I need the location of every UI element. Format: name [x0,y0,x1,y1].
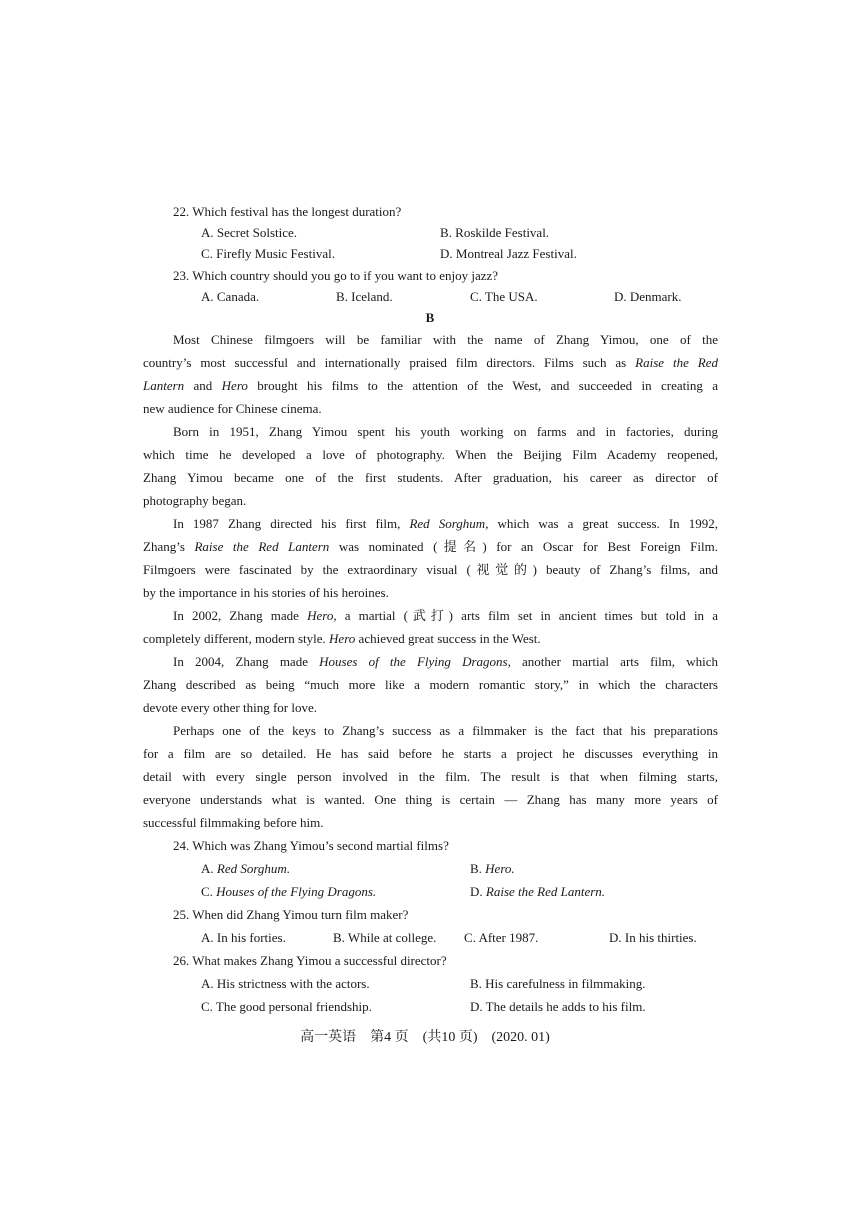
question-26-option-d: D. The details he adds to his film. [470,999,646,1014]
paragraph-3-line-1: In 1987 Zhang directed his first film, Red Sorghum, which was a great success. In 1992, [173,516,718,531]
paragraph-6-line-4: everyone understands what is wanted. One thing is certain — Zhang has many more years of [143,792,718,807]
question-24-option-c: C. Houses of the Flying Dragons. [201,884,377,899]
question-22-option-c: C. Firefly Music Festival. [201,246,335,261]
paragraph-5-line-3: devote every other thing for love. [143,700,317,715]
question-26-option-c: C. The good personal friendship. [201,999,372,1014]
paragraph-5-line-1: In 2004, Zhang made Houses of the Flying Dragons, another martial arts film, which [173,654,718,669]
paragraph-4-line-1: In 2002, Zhang made Hero, a martial (武打) arts film set in ancient times but told in a [173,608,718,623]
question-24-option-d: D. Raise the Red Lantern. [470,884,606,899]
question-25-option-b: B. While at college. [333,930,437,945]
question-25-option-a: A. In his forties. [201,930,286,945]
paragraph-6-line-1: Perhaps one of the keys to Zhang’s success as a filmmaker is the fact that his preparations [173,723,718,738]
question-26-option-a: A. His strictness with the actors. [201,976,370,991]
paragraph-6-line-5: successful filmmaking before him. [143,815,324,830]
question-24-option-b: B. Hero. [470,861,515,876]
paragraph-6-line-3: detail with every single person involved in the film. The result is that when filming starts, [143,769,718,784]
paragraph-1-line-3: Lantern and Hero brought his films to the attention of the West, and succeeded in creating a [143,378,718,393]
section-b-heading: B [425,310,435,325]
paragraph-6-line-2: for a film are so detailed. He has said before he starts a project he discusses everything in [143,746,718,761]
paragraph-2-line-2: which time he developed a love of photography. When the Beijing Film Academy reopened, [143,447,718,462]
question-26-stem: 26. What makes Zhang Yimou a successful director? [173,953,447,968]
question-23-stem: 23. Which country should you go to if you want to enjoy jazz? [173,268,499,283]
paragraph-3-line-2: Zhang’s Raise the Red Lantern was nominated (提名) for an Oscar for Best Foreign Film. [143,539,718,554]
question-23-option-c: C. The USA. [470,289,538,304]
paragraph-2-line-3: Zhang Yimou became one of the first students. After graduation, his career as director of [143,470,718,485]
paragraph-1-line-2: country’s most successful and internationally praised film directors. Films such as Raise the Red [143,355,718,370]
question-26-option-b: B. His carefulness in filmmaking. [470,976,646,991]
question-23-option-a: A. Canada. [201,289,260,304]
question-25-stem: 25. When did Zhang Yimou turn film maker? [173,907,409,922]
question-22-option-d: D. Montreal Jazz Festival. [440,246,577,261]
paragraph-1-line-1: Most Chinese filmgoers will be familiar with the name of Zhang Yimou, one of the [173,332,718,347]
question-25-option-d: D. In his thirties. [609,930,697,945]
question-22-option-a: A. Secret Solstice. [201,225,298,240]
paragraph-1-line-4: new audience for Chinese cinema. [143,401,322,416]
question-22-stem: 22. Which festival has the longest duration? [173,204,402,219]
page-footer: 高一英语 第4 页 (共10 页) (2020. 01) [300,1030,550,1045]
paragraph-5-line-2: Zhang described as being “much more like a modern romantic story,” in which the characters [143,677,718,692]
paragraph-4-line-2: completely different, modern style. Hero achieved great success in the West. [143,631,541,646]
question-25-option-c: C. After 1987. [464,930,539,945]
question-22-option-b: B. Roskilde Festival. [440,225,550,240]
paragraph-3-line-3: Filmgoers were fascinated by the extraordinary visual (视觉的) beauty of Zhang’s films, and [143,562,718,577]
paragraph-2-line-4: photography began. [143,493,247,508]
paragraph-2-line-1: Born in 1951, Zhang Yimou spent his youth working on farms and in factories, during [173,424,718,439]
question-24-option-a: A. Red Sorghum. [201,861,291,876]
paragraph-3-line-4: by the importance in his stories of his heroines. [143,585,389,600]
question-24-stem: 24. Which was Zhang Yimou’s second martial films? [173,838,449,853]
question-23-option-d: D. Denmark. [614,289,682,304]
question-23-option-b: B. Iceland. [336,289,393,304]
